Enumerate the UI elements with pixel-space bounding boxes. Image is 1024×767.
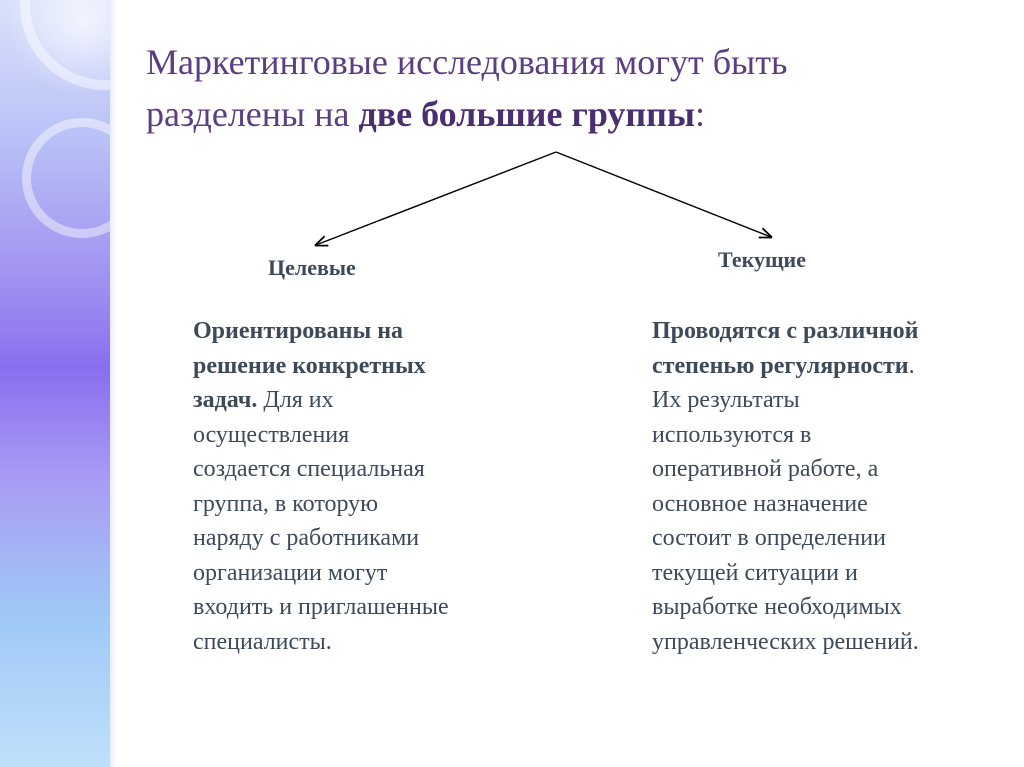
left-line: создается специальная [193, 456, 425, 482]
arrow-to-right [556, 152, 771, 237]
right-line [652, 314, 1012, 349]
left-bold-line: Ориентированы на [193, 318, 404, 344]
title-line-2-suffix: : [695, 94, 706, 134]
left-line: наряду с работниками [193, 525, 420, 551]
left-bold-line: решение конкретных [193, 352, 426, 379]
right-line: основное назначение [652, 490, 868, 517]
title-line-2-prefix: разделены на [146, 94, 359, 134]
left-line: осуществления [193, 421, 350, 448]
left-line [193, 349, 553, 384]
right-line: управленческих решений. [652, 628, 919, 655]
left-line: входить и приглашенные [193, 594, 449, 620]
left-line: группа, в которую [193, 490, 379, 517]
label-target: Целевые [268, 255, 356, 280]
right-line: состоит в определении [652, 525, 886, 551]
right-bold-line: Проводятся с различной [652, 318, 919, 344]
right-line: Их результаты [652, 387, 800, 413]
right-column-text [652, 314, 1012, 659]
right-line: выработке необходимых [652, 594, 902, 620]
label-current: Текущие [718, 247, 806, 272]
title-line-1: Маркетинговые исследования могут быть [146, 42, 788, 82]
arrow-to-left [316, 152, 556, 245]
right-bold-suffix: . [908, 352, 915, 379]
right-line [652, 349, 1012, 384]
left-line [193, 314, 553, 349]
left-column-text [193, 314, 553, 659]
title-line-2-bold: две большие группы [358, 94, 695, 134]
right-line: используются в [652, 421, 812, 448]
right-line: текущей ситуации и [652, 559, 858, 586]
left-normal-fragment: Для их [257, 387, 334, 413]
left-line: организации могут [193, 559, 388, 586]
left-line [193, 383, 553, 418]
right-line: оперативной работе, а [652, 456, 879, 482]
right-bold-line: степенью регулярности [652, 352, 909, 379]
left-bold-line: задач. [193, 387, 258, 413]
left-line: специалисты. [193, 628, 332, 655]
